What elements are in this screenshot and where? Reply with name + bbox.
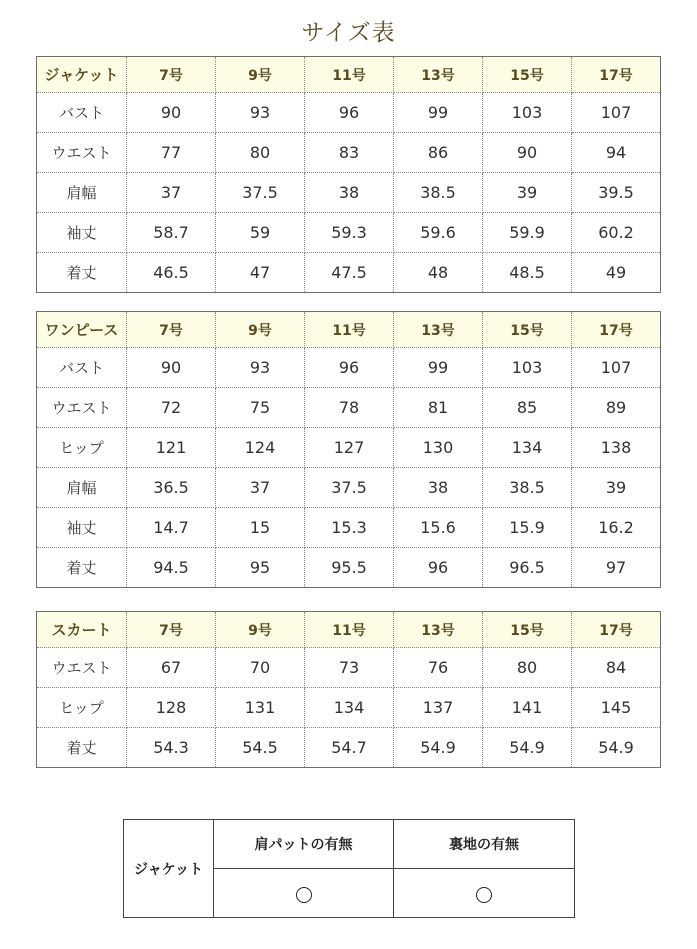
- measurement-label: 着丈: [37, 548, 127, 588]
- measurement-value: 95: [216, 548, 305, 588]
- circle-mark-icon: [296, 887, 312, 903]
- size-header-cell: 11号: [305, 57, 394, 93]
- measurement-value: 67: [127, 648, 216, 688]
- feature-row-label: ジャケット: [124, 820, 214, 918]
- measurement-value: 46.5: [127, 253, 216, 293]
- measurement-label: 着丈: [37, 728, 127, 768]
- table-row: [37, 93, 661, 133]
- measurement-value: 38.5: [483, 468, 572, 508]
- measurement-value: 90: [127, 93, 216, 133]
- page-title: サイズ表: [301, 20, 396, 46]
- measurement-value: 54.7: [305, 728, 394, 768]
- size-header-cell: 7号: [127, 57, 216, 93]
- measurement-value: 80: [216, 133, 305, 173]
- measurement-value: 134: [305, 688, 394, 728]
- measurement-label: ウエスト: [37, 388, 127, 428]
- measurement-value: 90: [483, 133, 572, 173]
- measurement-value: 103: [483, 348, 572, 388]
- measurement-value: 47: [216, 253, 305, 293]
- onepiece-size-table: [36, 311, 661, 588]
- measurement-value: 59.9: [483, 213, 572, 253]
- measurement-value: 37.5: [216, 173, 305, 213]
- measurement-value: 38: [305, 173, 394, 213]
- table-row: [37, 508, 661, 548]
- measurement-value: 76: [394, 648, 483, 688]
- measurement-value: 59: [216, 213, 305, 253]
- measurement-value: 99: [394, 93, 483, 133]
- measurement-value: 48.5: [483, 253, 572, 293]
- measurement-label: 着丈: [37, 253, 127, 293]
- measurement-value: 14.7: [127, 508, 216, 548]
- measurement-value: 15.6: [394, 508, 483, 548]
- measurement-label: ウエスト: [37, 648, 127, 688]
- measurement-value: 95.5: [305, 548, 394, 588]
- measurement-value: 73: [305, 648, 394, 688]
- measurement-value: 85: [483, 388, 572, 428]
- measurement-value: 54.9: [483, 728, 572, 768]
- measurement-value: 15.9: [483, 508, 572, 548]
- measurement-value: 54.5: [216, 728, 305, 768]
- table-row: [37, 388, 661, 428]
- measurement-value: 70: [216, 648, 305, 688]
- measurement-value: 37: [216, 468, 305, 508]
- measurement-value: 15.3: [305, 508, 394, 548]
- measurement-value: 39.5: [572, 173, 661, 213]
- measurement-value: 107: [572, 93, 661, 133]
- measurement-label: 袖丈: [37, 508, 127, 548]
- measurement-value: 138: [572, 428, 661, 468]
- measurement-value: 99: [394, 348, 483, 388]
- table-row: [37, 213, 661, 253]
- measurement-value: 93: [216, 348, 305, 388]
- jacket-feature-table: [123, 819, 575, 918]
- measurement-value: 59.3: [305, 213, 394, 253]
- measurement-value: 78: [305, 388, 394, 428]
- measurement-value: 38: [394, 468, 483, 508]
- measurement-label: 肩幅: [37, 468, 127, 508]
- measurement-value: 49: [605, 263, 627, 282]
- size-header-cell: 9号: [216, 612, 305, 648]
- table-row: [37, 133, 661, 173]
- measurement-value: 75: [216, 388, 305, 428]
- measurement-value: 141: [483, 688, 572, 728]
- measurement-value: 96: [394, 548, 483, 588]
- jacket-category-label: ジャケット: [37, 57, 127, 93]
- measurement-value: 72: [127, 388, 216, 428]
- measurement-value: 81: [394, 388, 483, 428]
- measurement-value: 16.2: [572, 508, 661, 548]
- size-header-row: [37, 57, 661, 93]
- table-row: [37, 548, 661, 588]
- onepiece-category-label: ワンピース: [37, 312, 127, 348]
- measurement-label: 袖丈: [37, 213, 127, 253]
- measurement-value: 145: [572, 688, 661, 728]
- measurement-value: 89: [572, 388, 661, 428]
- size-header-row: [37, 612, 661, 648]
- measurement-value: 48: [394, 253, 483, 293]
- measurement-value: 107: [572, 348, 661, 388]
- measurement-value: 93: [216, 93, 305, 133]
- measurement-label: バスト: [37, 93, 127, 133]
- size-header-row: [37, 312, 661, 348]
- skirt-category-label: スカート: [37, 612, 127, 648]
- size-header-cell: 17号: [572, 57, 661, 93]
- size-header-cell: 9号: [216, 312, 305, 348]
- shoulder-pad-mark: [214, 869, 394, 918]
- measurement-value: 15: [216, 508, 305, 548]
- measurement-value: 77: [127, 133, 216, 173]
- measurement-value: 58.7: [127, 213, 216, 253]
- table-row: [37, 648, 661, 688]
- measurement-value: 96.5: [483, 548, 572, 588]
- measurement-value: 130: [394, 428, 483, 468]
- size-header-cell: 11号: [305, 612, 394, 648]
- measurement-value: 128: [127, 688, 216, 728]
- measurement-value: 94: [572, 133, 661, 173]
- measurement-value: 131: [216, 688, 305, 728]
- size-header-cell: 7号: [127, 612, 216, 648]
- measurement-label: ヒップ: [37, 688, 127, 728]
- measurement-value: 134: [483, 428, 572, 468]
- measurement-value: 54.9: [598, 738, 634, 757]
- lining-header: 裏地の有無: [394, 820, 575, 869]
- table-row: [37, 468, 661, 508]
- measurement-value: 38.5: [394, 173, 483, 213]
- measurement-value: 37: [127, 173, 216, 213]
- measurement-value: 94.5: [127, 548, 216, 588]
- measurement-value: 54.9: [394, 728, 483, 768]
- measurement-value: 83: [305, 133, 394, 173]
- measurement-value: 97: [605, 558, 627, 577]
- size-header-cell: 13号: [394, 312, 483, 348]
- table-row: [37, 173, 661, 213]
- table-row: [37, 728, 661, 768]
- table-row: [37, 348, 661, 388]
- measurement-value: 137: [394, 688, 483, 728]
- size-header-cell: 15号: [483, 612, 572, 648]
- measurement-value: 96: [305, 348, 394, 388]
- measurement-label: 肩幅: [37, 173, 127, 213]
- measurement-value: 39: [572, 468, 661, 508]
- measurement-value: 124: [216, 428, 305, 468]
- measurement-value: 121: [127, 428, 216, 468]
- measurement-value: 103: [483, 93, 572, 133]
- measurement-value: 60.2: [572, 213, 661, 253]
- size-header-cell: 11号: [305, 312, 394, 348]
- skirt-size-table: [36, 611, 661, 768]
- size-header-cell: 9号: [216, 57, 305, 93]
- measurement-value: 80: [483, 648, 572, 688]
- jacket-size-table: [36, 56, 661, 293]
- measurement-value: 96: [305, 93, 394, 133]
- measurement-label: ヒップ: [37, 428, 127, 468]
- size-header-cell: 7号: [127, 312, 216, 348]
- measurement-value: 59.6: [394, 213, 483, 253]
- size-header-cell: 15号: [483, 57, 572, 93]
- size-header-cell: 13号: [394, 57, 483, 93]
- size-header-cell: 17号: [572, 312, 661, 348]
- measurement-label: バスト: [37, 348, 127, 388]
- measurement-value: 54.3: [127, 728, 216, 768]
- measurement-value: 39: [483, 173, 572, 213]
- measurement-value: 127: [305, 428, 394, 468]
- measurement-value: 36.5: [127, 468, 216, 508]
- table-row: [37, 253, 661, 293]
- measurement-value: 90: [127, 348, 216, 388]
- measurement-label: ウエスト: [37, 133, 127, 173]
- circle-mark-icon: [476, 887, 492, 903]
- table-row: [37, 688, 661, 728]
- measurement-value: 47.5: [305, 253, 394, 293]
- size-header-cell: 15号: [483, 312, 572, 348]
- size-header-cell: 13号: [394, 612, 483, 648]
- shoulder-pad-header: 肩パットの有無: [214, 820, 394, 869]
- measurement-value: 86: [394, 133, 483, 173]
- table-row: [37, 428, 661, 468]
- measurement-value: 84: [572, 648, 661, 688]
- measurement-value: 37.5: [305, 468, 394, 508]
- lining-mark: [394, 869, 575, 918]
- size-header-cell: 17号: [572, 612, 661, 648]
